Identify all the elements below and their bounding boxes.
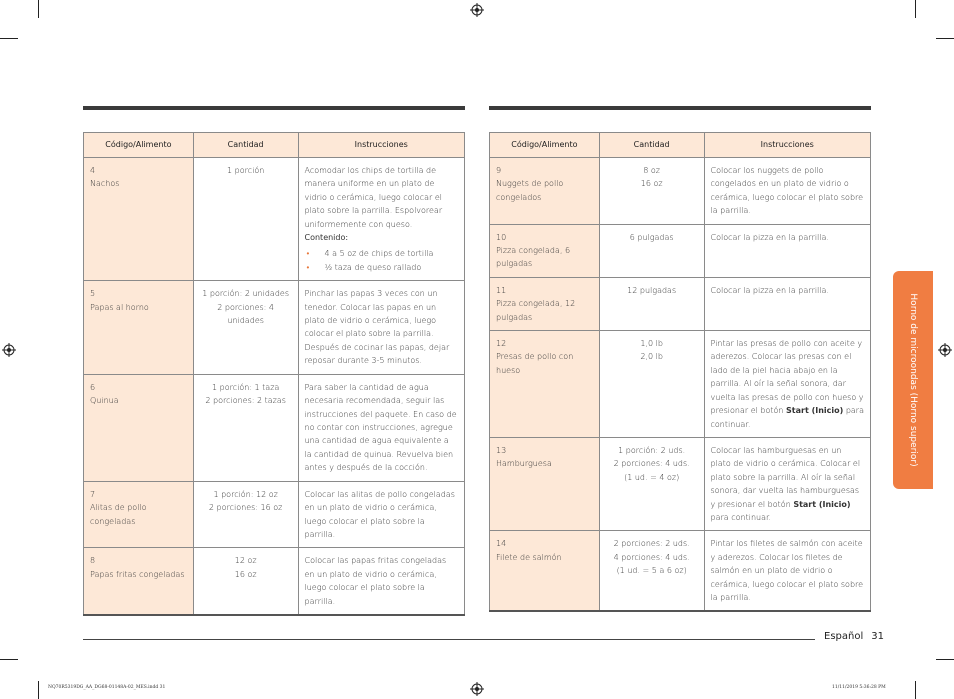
registration-mark-icon [2,343,16,357]
quantity-cell: 12 oz 16 oz [193,548,298,615]
registration-mark-icon [938,343,952,357]
quantity-cell: 1 porción: 12 oz 2 porciones: 16 oz [193,481,298,548]
food-name: Pizza congelada, 6 pulgadas [496,246,571,269]
food-cell [490,158,600,225]
page-number: 31 [871,631,884,642]
quantity-cell: 12 pulgadas [599,277,704,330]
instructions-text-end: para continuar. [710,512,772,522]
food-cell [84,158,194,281]
food-cell [490,531,600,612]
food-name: Papas fritas congeladas [90,569,185,579]
section-side-tab [893,271,933,489]
cooking-table-left [83,132,465,616]
header-quantity: Cantidad [193,133,298,158]
instructions-cell: Colocar los nuggets de pollo congelados en un plato de vidrio o cerámica, luego colocar el plato sobre la parrilla. [704,158,870,225]
header-food: Código/Alimento [84,133,194,158]
table-row [490,158,871,225]
food-cell [490,331,600,438]
food-name: Hamburguesa [496,459,552,469]
food-cell [490,277,600,330]
food-cell [84,374,194,481]
crop-mark [38,0,39,18]
food-code: 4 [90,166,96,175]
table-row [84,374,465,481]
food-name: Pizza congelada, 12 pulgadas [496,299,576,322]
instructions-cell [298,158,465,281]
instructions-cell: Colocar la pizza en la parrilla. [704,224,870,277]
food-name: Nachos [90,179,120,189]
food-cell [490,224,600,277]
print-slug-file: NQ70R5319DG_AA_DG68-01148A-02_MES.indd 31 [48,685,166,690]
registration-mark-icon [470,3,484,17]
food-code: 13 [496,445,507,455]
food-code: 9 [496,166,502,175]
table-row [490,277,871,330]
quantity-cell: 1 porción: 1 taza 2 porciones: 2 tazas [193,374,298,481]
instructions-text-end: para continuar. [710,406,864,429]
table-row [490,224,871,277]
food-name: Alitas de pollo congeladas [90,503,147,526]
page-footer [824,631,884,642]
food-code: 5 [90,289,96,299]
food-name: Nuggets de pollo congelados [496,179,564,202]
food-code: 11 [496,285,507,295]
quantity-cell: 1,0 lb 2,0 lb [599,331,704,438]
print-slug-date: 11/11/2019 5:36:28 PM [832,685,886,690]
instructions-cell: Pinchar las papas 3 veces con un tenedor. Colocar las papas en un plato de vidrio o cerámica, luego colocar el plato sobre la parrilla. Después de cocinar las papas, dejar reposar durante 3-5 minutos. [298,281,465,374]
list-item: • ½ taza de queso rallado [305,261,459,274]
table-row [84,548,465,615]
instructions-cell: Colocar las papas fritas congeladas en un plato de vidrio o cerámica, luego colocar el plato sobre la parrilla. [298,548,465,615]
food-cell [84,481,194,548]
food-code: 12 [496,339,507,349]
food-code: 6 [90,382,96,392]
crop-mark [915,681,916,699]
quantity-cell: 1 porción: 2 unidades 2 porciones: 4 unidades [193,281,298,374]
instructions-cell [704,437,870,530]
food-name: Quinua [90,396,119,406]
crop-mark [0,659,18,660]
table-header-row [490,133,871,158]
food-code: 14 [496,539,507,549]
header-instructions: Instrucciones [704,133,870,158]
instructions-cell: Para saber la cantidad de agua necesaria recomendada, seguir las instrucciones del paquete. En caso de no contar con instrucciones, agregue una cantidad de agua equivalente a la cantidad de quinua. Revuelva bien antes y después de la cocción. [298,374,465,481]
crop-mark [0,38,18,39]
table-row [490,331,871,438]
crop-mark [936,38,954,39]
instructions-cell: Colocar las alitas de pollo congeladas en un plato de vidrio o cerámica, luego colocar el plato sobre la parrilla. [298,481,465,548]
section-rule-left [83,106,465,110]
crop-mark [915,0,916,18]
food-cell [84,548,194,615]
instructions-text: Colocar las hamburguesas en un plato de vidrio o cerámica. Colocar el plato sobre la parrilla. Al oír la señal sonora, dar vuelta las hamburguesas y presionar el botón [710,445,861,509]
table-row [84,158,465,281]
instructions-text: Pintar las presas de pollo con aceite y aderezos. Colocar las presas con el lado de la piel hacia abajo en la parrilla. Al oír la señal sonora, dar vuelta las presas de pollo con hueso y presionar el botón [710,339,864,416]
side-tab-label: Horno de microondas (Horno superior) [908,293,918,467]
instructions-cell: Pintar los filetes de salmón con aceite y aderezos. Colocar los filetes de salmón en un plato de vidrio o cerámica, luego colocar el plato sobre la parrilla. [704,531,870,612]
food-name: Presas de pollo con hueso [496,352,574,375]
quantity-cell: 8 oz 16 oz [599,158,704,225]
instructions-cell: Colocar la pizza en la parrilla. [704,277,870,330]
food-code: 10 [496,232,507,242]
food-name: Filete de salmón [496,552,562,562]
start-button-label: Start (Inicio) [786,406,844,416]
crop-mark [38,681,39,699]
instructions-text: Acomodar los chips de tortilla de manera uniforme en un plato de vidrio o cerámica, luego colocar el plato sobre la parrilla. Espolvorear uniformemente con queso. [304,166,443,229]
list-item: • 4 a 5 oz de chips de tortilla [305,247,459,260]
section-rule-right [489,106,871,110]
contents-list [305,247,459,274]
table-row [84,481,465,548]
quantity-cell: 2 porciones: 2 uds. 4 porciones: 4 uds. (1 ud. = 5 a 6 oz) [599,531,704,612]
instructions-cell [704,331,870,438]
header-quantity: Cantidad [599,133,704,158]
footer-language: Español [824,631,864,642]
table-row [490,531,871,612]
food-code: 7 [90,489,96,499]
quantity-cell: 1 porción [193,158,298,281]
cooking-table-right [489,132,871,612]
food-code: 8 [90,556,96,566]
start-button-label: Start (Inicio) [793,499,851,509]
table-row [490,437,871,530]
quantity-cell: 1 porción: 2 uds. 2 porciones: 4 uds. (1 ud. = 4 oz) [599,437,704,530]
table-row [84,281,465,374]
header-instructions: Instrucciones [298,133,465,158]
registration-mark-icon [470,682,484,696]
food-cell [490,437,600,530]
header-food: Código/Alimento [490,133,600,158]
food-name: Papas al horno [90,302,149,312]
contents-label: Contenido: [304,233,349,243]
quantity-cell: 6 pulgadas [599,224,704,277]
table-header-row [84,133,465,158]
food-cell [84,281,194,374]
footer-rule [83,639,815,640]
crop-mark [936,659,954,660]
